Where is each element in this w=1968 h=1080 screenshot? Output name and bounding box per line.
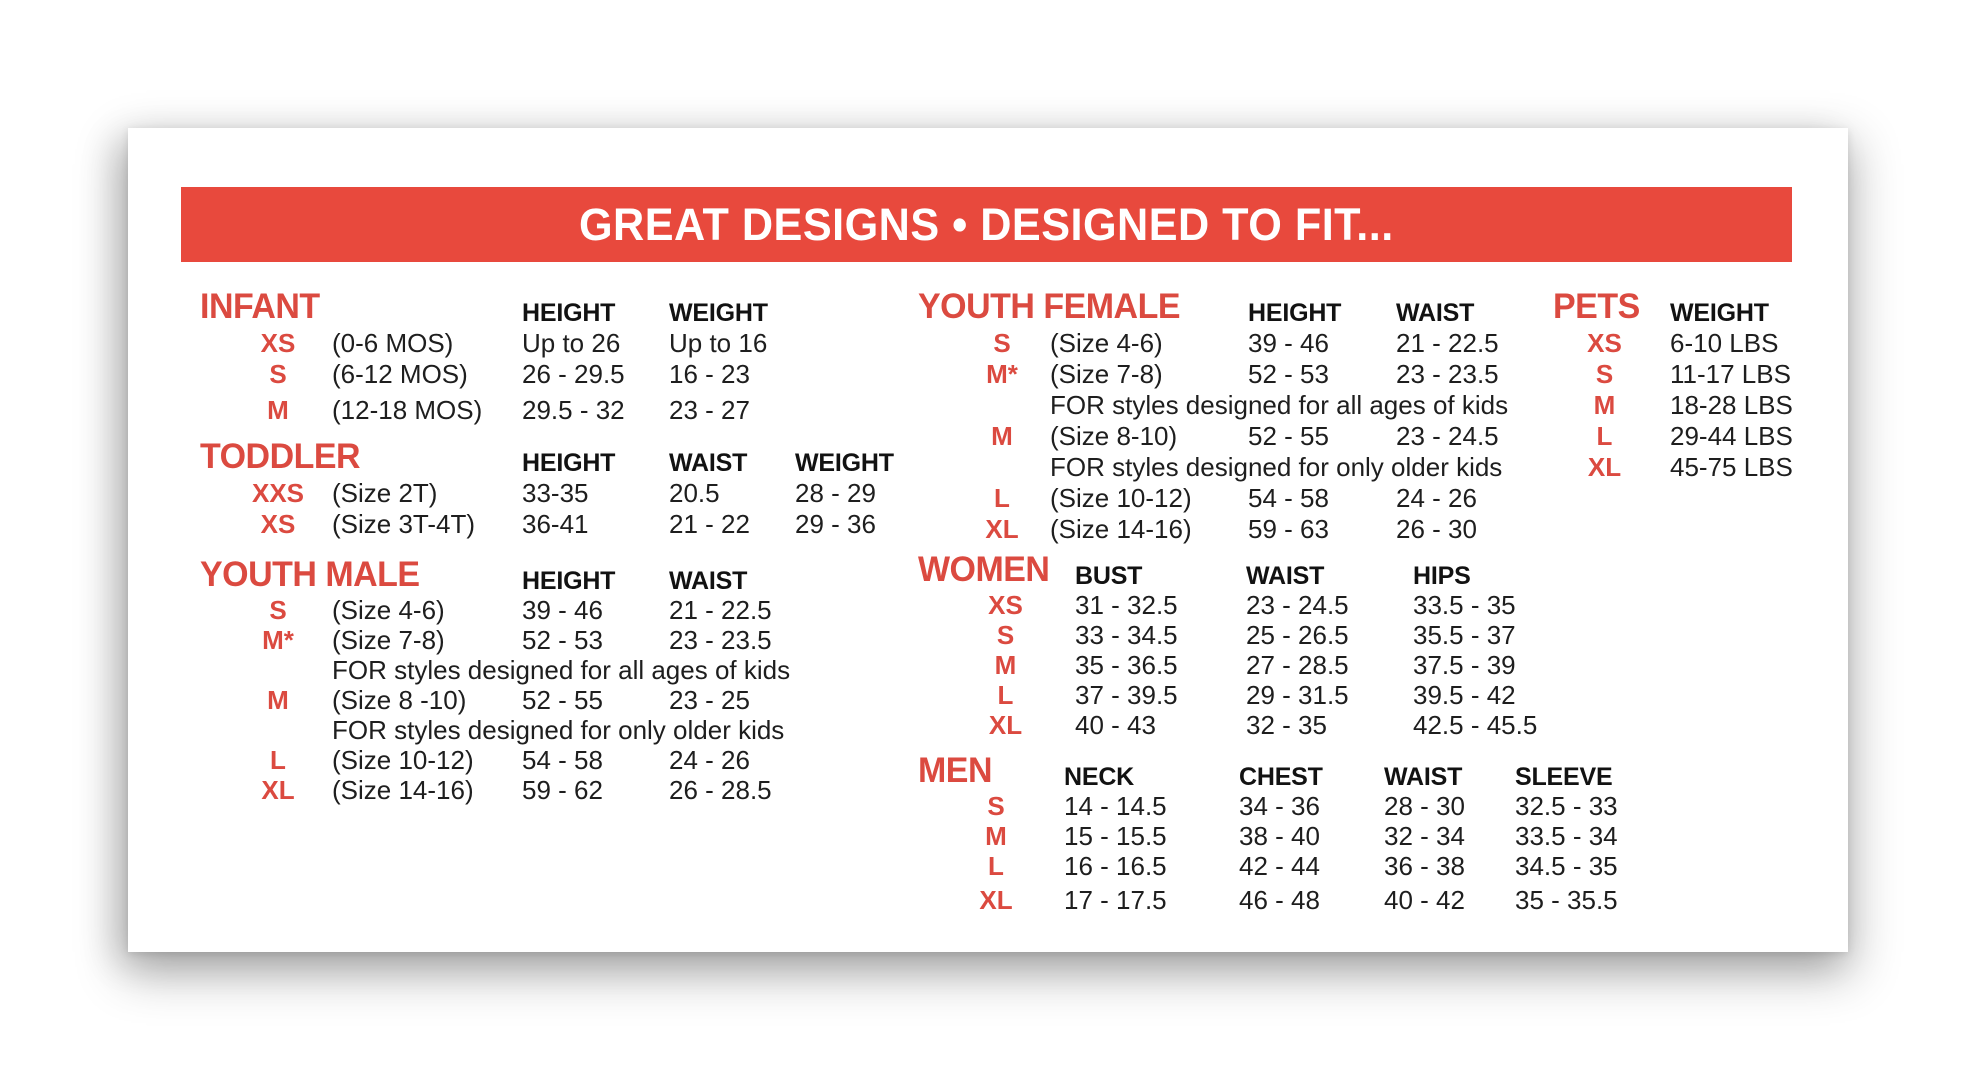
size-cell: L: [994, 482, 1010, 513]
value-cell: 27 - 28.5: [1246, 649, 1349, 680]
column-header: WAIST: [1384, 762, 1463, 791]
section-title: INFANT: [200, 287, 320, 327]
column-header: HIPS: [1413, 561, 1471, 590]
value-cell: Up to 26: [522, 327, 621, 358]
value-cell: 33 - 34.5: [1075, 619, 1178, 650]
value-cell: 25 - 26.5: [1246, 619, 1349, 650]
section-title: YOUTH FEMALE: [918, 287, 1181, 327]
size-label: (Size 8 -10): [332, 684, 467, 715]
size-label: (Size 8-10): [1050, 420, 1178, 451]
value-cell: 18-28 LBS: [1670, 389, 1793, 420]
size-cell: XS: [260, 508, 296, 539]
size-label: (Size 10-12): [1050, 482, 1192, 513]
value-cell: 23 - 23.5: [1396, 358, 1499, 389]
size-cell: L: [997, 679, 1014, 710]
size-label: (6-12 MOS): [332, 358, 468, 389]
value-cell: 23 - 27: [669, 394, 750, 425]
value-cell: 52 - 53: [1248, 358, 1329, 389]
size-chart-card: [128, 128, 1848, 952]
value-cell: 54 - 58: [522, 744, 603, 775]
value-cell: 33-35: [522, 477, 589, 508]
value-cell: 34.5 - 35: [1515, 850, 1618, 881]
value-cell: Up to 16: [669, 327, 768, 358]
size-cell: XL: [988, 709, 1023, 740]
section-youth_female: [918, 282, 1561, 543]
value-cell: 21 - 22: [669, 508, 750, 539]
column-header: WEIGHT: [669, 298, 768, 327]
size-cell: M*: [986, 358, 1018, 389]
value-cell: 52 - 53: [522, 624, 603, 655]
size-cell: S: [996, 619, 1015, 650]
size-cell: XL: [985, 513, 1019, 544]
value-cell: 16 - 23: [669, 358, 750, 389]
size-label: (12-18 MOS): [332, 394, 483, 425]
column-header: WEIGHT: [1670, 298, 1769, 327]
value-cell: 29.5 - 32: [522, 394, 625, 425]
section-pets: [1553, 282, 1810, 481]
value-cell: 54 - 58: [1248, 482, 1329, 513]
section-title: YOUTH MALE: [200, 555, 420, 595]
value-cell: 33.5 - 35: [1413, 589, 1516, 620]
section-title: WOMEN: [918, 550, 1050, 590]
size-cell: S: [1595, 358, 1614, 389]
size-cell: L: [988, 850, 1004, 881]
value-cell: 33.5 - 34: [1515, 820, 1618, 851]
column-header: WAIST: [1396, 298, 1475, 327]
section-infant: [200, 282, 930, 424]
size-label: (Size 10-12): [332, 744, 474, 775]
note-row: FOR styles designed for all ages of kids: [332, 654, 791, 685]
column-header: HEIGHT: [522, 566, 616, 595]
value-cell: 6-10 LBS: [1670, 327, 1779, 358]
section-men: [918, 746, 1678, 914]
size-cell: XS: [988, 589, 1023, 620]
value-cell: 11-17 LBS: [1670, 358, 1791, 389]
column-header: HEIGHT: [522, 298, 616, 327]
value-cell: 21 - 22.5: [669, 594, 772, 625]
value-cell: 16 - 16.5: [1064, 850, 1167, 881]
value-cell: 29 - 36: [795, 508, 876, 539]
value-cell: 36-41: [522, 508, 589, 539]
value-cell: 35 - 35.5: [1515, 884, 1618, 915]
size-cell: XS: [1587, 327, 1622, 358]
value-cell: 14 - 14.5: [1064, 790, 1167, 821]
value-cell: 29-44 LBS: [1670, 420, 1793, 451]
value-cell: 29 - 31.5: [1246, 679, 1349, 710]
note-row: FOR styles designed for only older kids: [1050, 451, 1503, 482]
size-cell: XL: [261, 774, 295, 805]
banner: [181, 187, 1792, 262]
size-cell: M: [991, 420, 1013, 451]
section-youth_male: [200, 550, 930, 804]
section-title: TODDLER: [200, 437, 361, 477]
size-cell: M*: [262, 624, 294, 655]
size-label: (Size 4-6): [1050, 327, 1163, 358]
value-cell: 40 - 42: [1384, 884, 1465, 915]
value-cell: 26 - 30: [1396, 513, 1477, 544]
size-cell: L: [270, 744, 286, 775]
value-cell: 26 - 28.5: [669, 774, 772, 805]
value-cell: 42 - 44: [1239, 850, 1320, 881]
size-cell: S: [269, 594, 287, 625]
value-cell: 31 - 32.5: [1075, 589, 1178, 620]
size-cell: M: [1593, 389, 1616, 420]
value-cell: 23 - 25: [669, 684, 750, 715]
column-header: NECK: [1064, 762, 1135, 791]
size-cell: XL: [979, 884, 1013, 915]
column-header: WAIST: [669, 448, 748, 477]
size-cell: XL: [1587, 451, 1622, 482]
value-cell: 28 - 30: [1384, 790, 1465, 821]
value-cell: 39.5 - 42: [1413, 679, 1516, 710]
note-row: FOR styles designed for only older kids: [332, 714, 785, 745]
value-cell: 59 - 63: [1248, 513, 1329, 544]
value-cell: 23 - 24.5: [1396, 420, 1499, 451]
value-cell: 38 - 40: [1239, 820, 1320, 851]
column-header: SLEEVE: [1515, 762, 1613, 791]
size-cell: M: [994, 649, 1017, 680]
value-cell: 32 - 34: [1384, 820, 1465, 851]
value-cell: 23 - 23.5: [669, 624, 772, 655]
value-cell: 35.5 - 37: [1413, 619, 1516, 650]
value-cell: 32.5 - 33: [1515, 790, 1618, 821]
value-cell: 28 - 29: [795, 477, 876, 508]
size-cell: XS: [260, 327, 296, 358]
size-label: (Size 14-16): [1050, 513, 1192, 544]
value-cell: 35 - 36.5: [1075, 649, 1178, 680]
column-header: HEIGHT: [1248, 298, 1342, 327]
column-header: WAIST: [669, 566, 748, 595]
section-title: MEN: [918, 751, 992, 791]
size-label: (Size 2T): [332, 477, 438, 508]
value-cell: 37 - 39.5: [1075, 679, 1178, 710]
section-toddler: [200, 432, 930, 538]
section-women: [918, 545, 1603, 739]
value-cell: 24 - 26: [669, 744, 750, 775]
size-cell: S: [987, 790, 1005, 821]
column-header: BUST: [1075, 561, 1143, 590]
value-cell: 32 - 35: [1246, 709, 1327, 740]
value-cell: 23 - 24.5: [1246, 589, 1349, 620]
size-cell: S: [269, 358, 287, 389]
value-cell: 46 - 48: [1239, 884, 1320, 915]
size-cell: S: [993, 327, 1011, 358]
size-label: (Size 4-6): [332, 594, 445, 625]
value-cell: 52 - 55: [522, 684, 603, 715]
column-header: HEIGHT: [522, 448, 616, 477]
column-header: WEIGHT: [795, 448, 894, 477]
size-label: (Size 7-8): [1050, 358, 1163, 389]
section-title: PETS: [1553, 287, 1640, 327]
size-label: (Size 14-16): [332, 774, 474, 805]
value-cell: 45-75 LBS: [1670, 451, 1793, 482]
value-cell: 39 - 46: [522, 594, 603, 625]
size-cell: M: [267, 684, 289, 715]
value-cell: 21 - 22.5: [1396, 327, 1499, 358]
value-cell: 42.5 - 45.5: [1413, 709, 1538, 740]
size-label: (0-6 MOS): [332, 327, 454, 358]
value-cell: 39 - 46: [1248, 327, 1329, 358]
column-header: CHEST: [1239, 762, 1323, 791]
size-label: (Size 3T-4T): [332, 508, 476, 539]
size-cell: L: [1596, 420, 1613, 451]
value-cell: 24 - 26: [1396, 482, 1477, 513]
value-cell: 52 - 55: [1248, 420, 1329, 451]
size-cell: M: [985, 820, 1007, 851]
banner-title: GREAT DESIGNS • DESIGNED TO FIT...: [579, 198, 1394, 250]
value-cell: 37.5 - 39: [1413, 649, 1516, 680]
value-cell: 36 - 38: [1384, 850, 1465, 881]
value-cell: 26 - 29.5: [522, 358, 625, 389]
value-cell: 17 - 17.5: [1064, 884, 1167, 915]
size-label: (Size 7-8): [332, 624, 445, 655]
note-row: FOR styles designed for all ages of kids: [1050, 389, 1509, 420]
size-cell: M: [267, 394, 289, 425]
column-header: WAIST: [1246, 561, 1325, 590]
value-cell: 15 - 15.5: [1064, 820, 1167, 851]
value-cell: 59 - 62: [522, 774, 603, 805]
value-cell: 34 - 36: [1239, 790, 1320, 821]
value-cell: 40 - 43: [1075, 709, 1156, 740]
size-cell: XXS: [251, 477, 305, 508]
value-cell: 20.5: [669, 477, 720, 508]
